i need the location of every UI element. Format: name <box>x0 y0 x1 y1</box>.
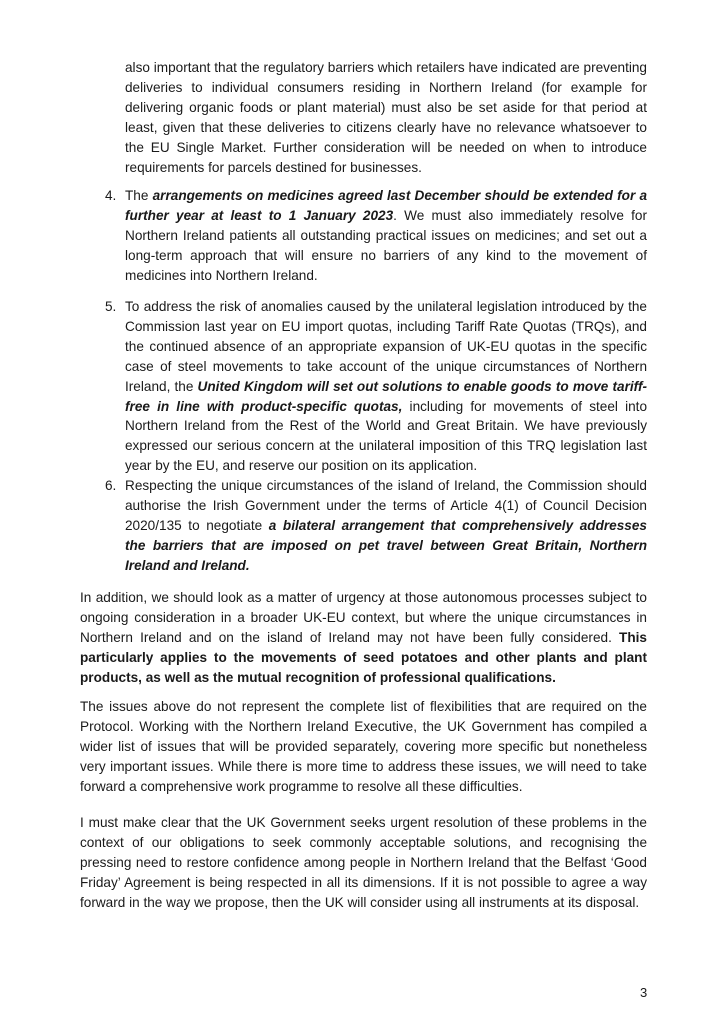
item-text: . We must also immediately resolve for Northern Ireland patients all outstanding practical issues on medicines; and set out a long-term approach that will ensure no barriers of any kind to the movement of medicines into Northern Ireland. <box>125 207 647 283</box>
body-paragraph <box>80 697 647 797</box>
item-text: Respecting the unique circumstances of the island of Ireland, the Commission should authorise the Irish Government under the terms of Article 4(1) of Council Decision 2020/135 to negotiate <box>125 478 647 533</box>
list-number: 6. <box>105 478 117 493</box>
list-item <box>125 186 647 286</box>
continuation-paragraph <box>125 58 647 177</box>
list-item <box>125 476 647 576</box>
paragraph-text: The issues above do not represent the complete list of flexibilities that are required on the Protocol. Working with the Northern Ireland Executive, the UK Government has compiled a wider list of issues that will be provided separately, covering more specific but nonetheless very important issues. While there is more time to address these issues, we will need to take forward a comprehensive work programme to resolve all these difficulties. <box>80 699 647 794</box>
list-number: 5. <box>105 299 117 314</box>
list-number: 4. <box>105 188 117 203</box>
body-paragraph <box>80 588 647 688</box>
item-emphasis: United Kingdom will set out solutions to enable goods to move tariff-free in line with product-specific quotas, <box>125 378 647 414</box>
item-text: including for movements of steel into Northern Ireland from the Rest of the World and Great Britain. We have previously expressed our serious concern at the unilateral imposition of this TRQ legislation last year by the EU, and reserve our position on its application. <box>125 398 647 474</box>
body-paragraph <box>80 813 647 913</box>
paragraph-text: In addition, we should look as a matter of urgency at those autonomous processes subject to ongoing consideration in a broader UK-EU context, but where the unique circumstances in Northern Ireland and on the island of Ireland may not have been fully considered. <box>80 590 647 645</box>
list-item <box>125 297 647 476</box>
item-emphasis: a bilateral arrangement that comprehensively addresses the barriers that are imposed on pet travel between Great Britain, Northern Ireland and Ireland. <box>125 517 647 573</box>
paragraph-emphasis: This particularly applies to the movements of seed potatoes and other plants and plant products, as well as the mutual recognition of professional qualifications. <box>80 629 647 685</box>
item-text: The <box>125 188 153 203</box>
item-emphasis: arrangements on medicines agreed last December should be extended for a further year at least to 1 January 2023 <box>125 188 648 223</box>
item-text: To address the risk of anomalies caused by the unilateral legislation introduced by the Commission last year on EU import quotas, including Tariff Rate Quotas (TRQs), and the continued absence of an appropriate expansion of UK-EU quotas in the specific case of steel movements to take account of the unique circumstances of Northern Ireland, the <box>125 299 647 394</box>
paragraph-text: I must make clear that the UK Government seeks urgent resolution of these problems in the context of our obligations to seek commonly acceptable solutions, and recognising the pressing need to restore confidence among people in Northern Ireland that the Belfast ‘Good Friday’ Agreement is being respected in all its dimensions. If it is not possible to agree a way forward in the way we propose, then the UK will consider using all instruments at its disposal. <box>80 815 647 910</box>
page-number: 3 <box>640 985 648 1000</box>
paragraph-text: also important that the regulatory barriers which retailers have indicated are preventing deliveries to individual consumers residing in Northern Ireland (for example for delivering organic foods or plant material) must also be set aside for that period at least, given that these deliveries to citizens clearly have no relevance whatsoever to the EU Single Market. Further consideration will be needed on when to introduce requirements for parcels destined for businesses. <box>125 60 647 175</box>
